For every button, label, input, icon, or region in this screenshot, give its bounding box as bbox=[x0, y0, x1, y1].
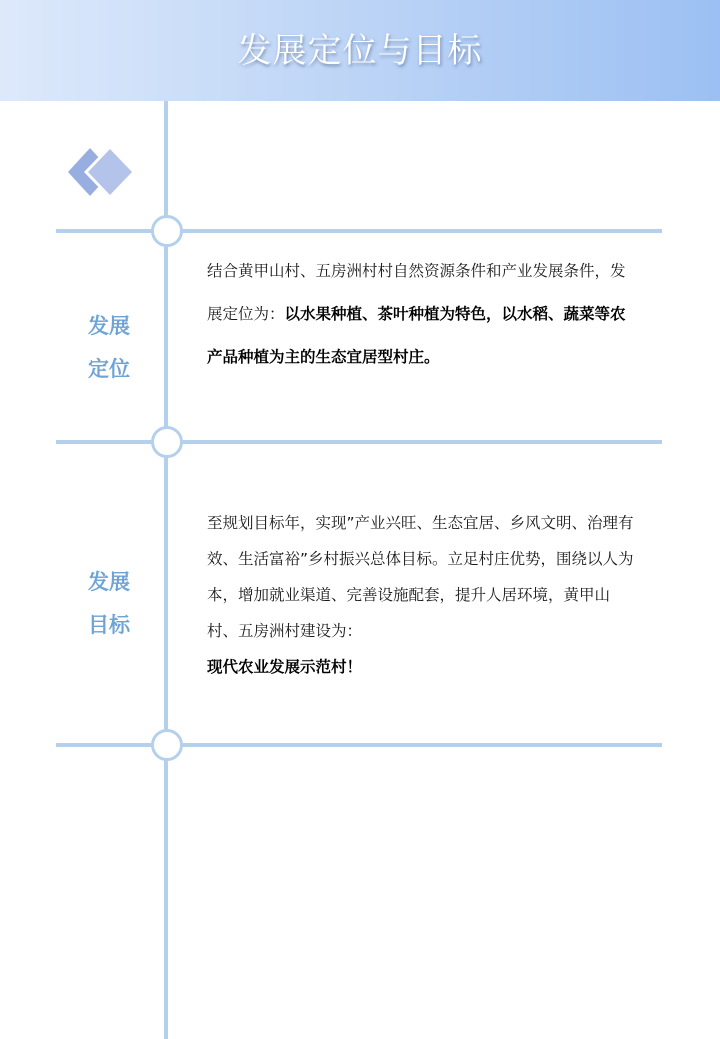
page-title: 发展定位与目标 bbox=[237, 31, 483, 71]
goals-text-normal: 至规划目标年，实现”产业兴旺、生态宜居、乡风文明、治理有效、生活富裕”乡村振兴总体目标。立足村庄优势，围绕以人为本，增加就业渠道、完善设施配套，提升人居环境，黄甲山村、五房洲村建设为： bbox=[207, 514, 634, 640]
section-label-positioning: 发展 定位 bbox=[88, 314, 130, 381]
section-label-goals: 发展 目标 bbox=[88, 570, 130, 637]
positioning-text-normal: 结合黄甲山村、五房洲村村自然资源条件和产业发展条件，发展定位为： bbox=[207, 262, 626, 323]
divider-line bbox=[56, 229, 662, 233]
divider-line bbox=[56, 743, 662, 747]
goals-text-bold: 现代农业发展示范村！ bbox=[207, 658, 363, 676]
divider-line bbox=[56, 440, 662, 444]
timeline-node bbox=[151, 729, 183, 761]
timeline-node bbox=[151, 215, 183, 247]
positioning-text-bold: 以水果种植、茶叶种植为特色，以水稻、蔬菜等农产品种植为主的生态宜居型村庄。 bbox=[207, 305, 626, 366]
goals-text bbox=[207, 505, 639, 685]
double-diamond-icon bbox=[66, 140, 150, 204]
header-banner bbox=[0, 0, 720, 101]
positioning-text bbox=[207, 250, 639, 379]
timeline-node bbox=[151, 426, 183, 458]
